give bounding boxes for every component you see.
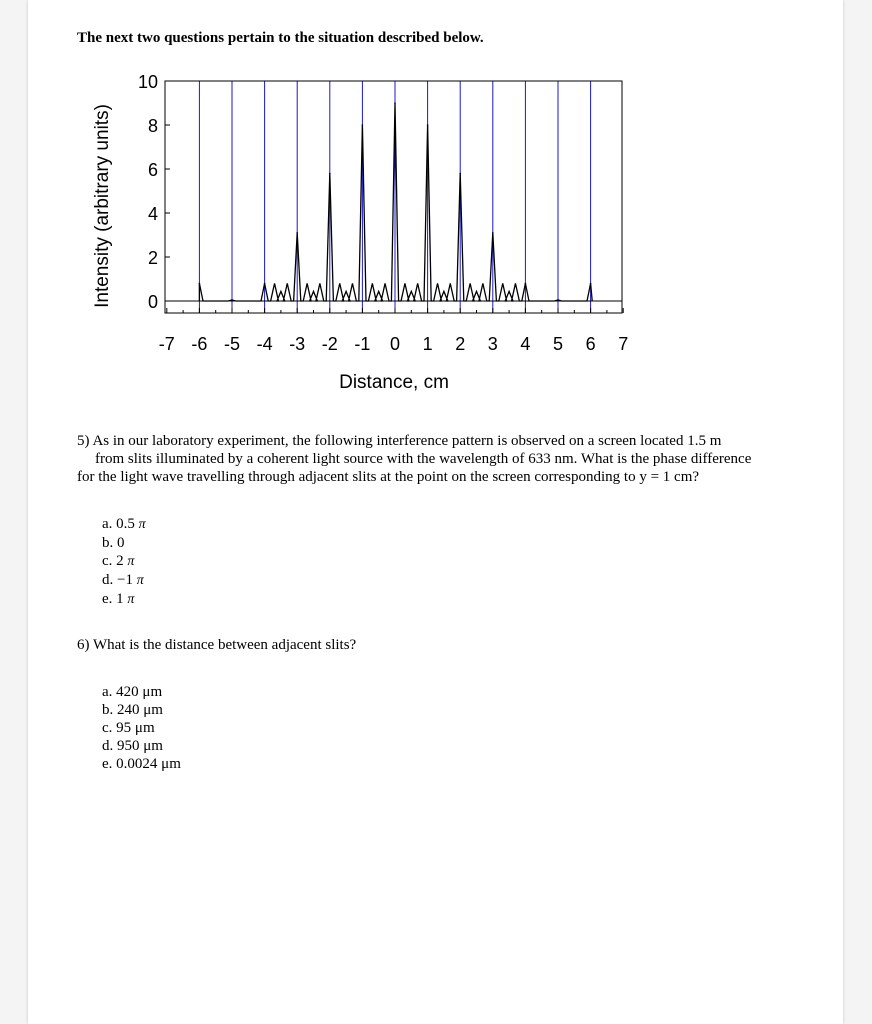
intensity-curve [199, 103, 592, 301]
option-6b[interactable]: b. 240 μm [102, 702, 163, 718]
intensity-peak-point [427, 124, 429, 126]
question-5 [77, 432, 807, 486]
intensity-peak-point [199, 283, 201, 285]
option-5e[interactable]: e. 1 π [102, 591, 135, 607]
x-tick-label: -2 [321, 334, 338, 354]
y-tick-label: 4 [147, 204, 158, 224]
intensity-peak-point [231, 299, 233, 301]
x-tick-label: -3 [289, 334, 306, 354]
x-tick-label: 6 [585, 334, 596, 354]
option-6a[interactable]: a. 420 μm [102, 684, 163, 700]
y-axis-label: Intensity (arbitrary units) [92, 104, 113, 308]
x-tick-label: 7 [618, 334, 629, 354]
y-tick-label: 6 [147, 160, 158, 180]
x-tick-label: -5 [223, 334, 241, 354]
x-tick-label: -7 [158, 334, 175, 354]
question-6-options [102, 683, 181, 773]
question-5-line-2: from slits illuminated by a coherent light source with the wavelength of 633 nm. What is the phase difference [95, 451, 752, 467]
intensity-peak-point [329, 173, 331, 175]
question-5-number: 5) [77, 433, 90, 449]
x-tick-label: 4 [520, 334, 531, 354]
section-heading: The next two questions pertain to the situation described below. [77, 30, 484, 46]
question-6 [77, 636, 807, 654]
intensity-peak-point [590, 283, 592, 285]
question-6-number: 6) [77, 637, 90, 653]
intensity-peak-point [459, 173, 461, 175]
intensity-peak-point [264, 283, 266, 285]
document-page [28, 0, 843, 1024]
x-tick-label: 3 [487, 334, 498, 354]
option-6e[interactable]: e. 0.0024 μm [102, 756, 181, 772]
y-tick-label: 0 [147, 292, 158, 312]
intensity-peak-point [394, 102, 396, 104]
x-tick-label: -6 [191, 334, 208, 354]
y-tick-label: 8 [147, 116, 158, 136]
x-axis-ticks [159, 308, 628, 354]
x-tick-label: -4 [256, 334, 273, 354]
intensity-peak-point [557, 299, 559, 301]
option-5d[interactable]: d. −1 π [102, 572, 144, 588]
option-5b[interactable]: b. 0 [102, 535, 125, 551]
intensity-peak-point [362, 124, 364, 126]
option-5a[interactable]: a. 0.5 π [102, 516, 146, 532]
x-tick-label: 2 [455, 334, 466, 354]
y-tick-label: 10 [137, 72, 158, 92]
interference-chart [28, 0, 843, 420]
question-5-line-1: As in our laboratory experiment, the following interference pattern is observed on a screen located 1.5 m [92, 433, 722, 449]
intensity-peak-point [525, 283, 527, 285]
question-5-options [102, 515, 146, 609]
x-tick-label: -1 [354, 334, 371, 354]
intensity-peak-point [492, 232, 494, 234]
question-5-line-3: for the light wave travelling through adjacent slits at the point on the screen corresponding to y = 1 cm? [77, 469, 700, 485]
x-axis-label: Distance, cm [339, 372, 449, 393]
option-5c[interactable]: c. 2 π [102, 553, 135, 569]
x-tick-label: 0 [389, 334, 401, 354]
question-6-text: What is the distance between adjacent slits? [92, 637, 357, 653]
x-tick-label: 1 [422, 334, 433, 354]
intensity-peak-point [296, 232, 298, 234]
x-tick-label: 5 [552, 334, 564, 354]
y-tick-label: 2 [147, 248, 158, 268]
option-6d[interactable]: d. 950 μm [102, 738, 163, 754]
option-6c[interactable]: c. 95 μm [102, 720, 155, 736]
